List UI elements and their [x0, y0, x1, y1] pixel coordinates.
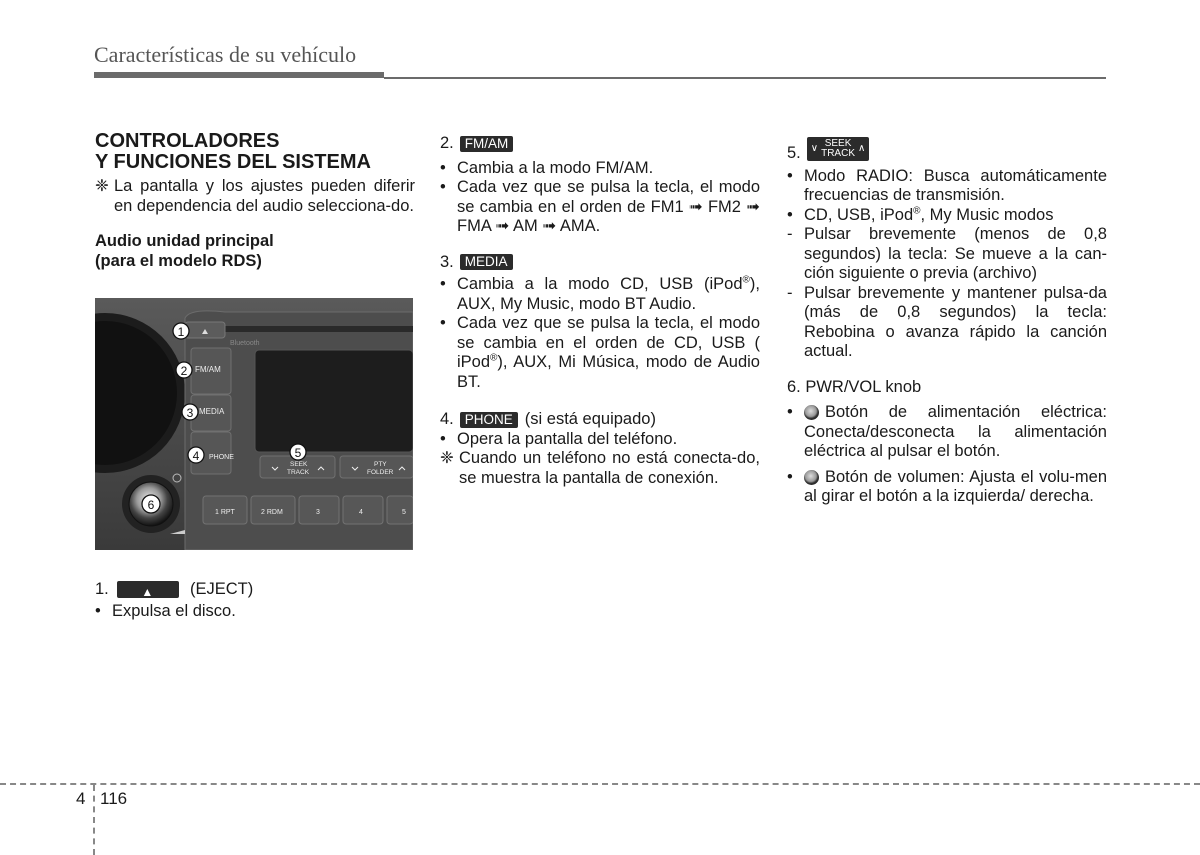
callout-1	[173, 323, 189, 339]
pty-label: PTY	[374, 461, 387, 468]
item-5-dash-1: Pulsar brevemente (menos de 0,8 segundos) la tecla: Se mueve a la can-ción siguiente o previa (archivo)	[804, 225, 1107, 282]
page-header-title: Características de su vehículo	[94, 42, 357, 67]
volume-knob-icon	[804, 470, 819, 485]
preset-5-label: 5	[402, 509, 406, 516]
note-text: La pantalla y los ajustes pueden diferir en dependencia del audio selecciona-do.	[114, 177, 415, 215]
eject-item-label: (EJECT)	[189, 580, 254, 598]
item-2-title	[440, 134, 760, 154]
svg-text:1: 1	[177, 325, 185, 339]
item-4-number: 4.	[440, 410, 454, 428]
svg-text:6: 6	[147, 498, 155, 512]
eject-bullet: Expulsa el disco.	[112, 602, 236, 620]
item-4-bullet-1: Opera la pantalla del teléfono.	[457, 429, 678, 448]
cd-slot	[220, 326, 413, 332]
item-3-bullet-2: Cada vez que se pulsa la tecla, el modo se cambia en el orden de CD, USB ( iPod®), AUX, Mi Música, modo de Audio BT.	[457, 314, 760, 391]
column-1	[95, 131, 415, 271]
item-4-title	[440, 410, 760, 430]
eject-icon: ▲	[117, 581, 179, 598]
bullet-mark: •	[95, 602, 101, 620]
phone-key-badge: PHONE	[460, 412, 518, 428]
chevron-down-icon: ∨	[810, 143, 819, 154]
preset-2-label: 2 RDM	[261, 509, 283, 516]
page-number: 116	[100, 789, 128, 808]
section-title-line2: Y FUNCIONES DEL SISTEMA	[95, 151, 371, 173]
item-5-bullet-2: CD, USB, iPod®, My Music modos	[804, 205, 1054, 224]
item-3-title	[440, 253, 760, 273]
preset-3-label: 3	[316, 509, 320, 516]
column-3: 5. ∨ SEEK TRACK ∧ • Modo RADIO: Busca automáticamente frecuencias de transmisión. • CD, USB, iPod®, My Music modos - Pulsar brevemente (menos de 0,8 segundos) la tecla: Se mueve a la can-ción siguiente o previa (archivo) - Pulsar brevemente y mantener pulsa-da (más de 0,8 segundos) la tecla: Rebobina o avanza rápido la canción actual. 6. PWR/VOL knob • Botón de alimentación eléctrica: Conecta/desconecta la alimentación eléctrica al pulsar el botón. • Botón de volumen: Ajusta el volu-men al girar el botón a la izquierda/ derecha.	[787, 134, 1107, 507]
item-2-bullet-1: Cambia a la modo FM/AM.	[457, 158, 654, 177]
svg-text:2: 2	[180, 364, 188, 378]
callout-4	[188, 447, 204, 463]
folder-label: FOLDER	[367, 469, 394, 476]
preset-4-label: 4	[359, 509, 363, 516]
media-key-badge: MEDIA	[460, 254, 513, 270]
item-2-number: 2.	[440, 134, 454, 152]
preset-4-button	[343, 496, 383, 524]
chapter-number: 4	[76, 789, 86, 808]
item-3-bullet-1: Cambia a la modo CD, USB (iPod®), AUX, My Music, modo BT Audio.	[457, 274, 760, 313]
callout-3	[182, 404, 198, 420]
note	[95, 177, 415, 216]
phone-button-label: PHONE	[209, 454, 234, 461]
footer-dashed-rule	[0, 783, 1200, 785]
svg-text:4: 4	[192, 449, 200, 463]
callout-6	[142, 495, 160, 513]
media-button-label: MEDIA	[199, 407, 225, 416]
fmam-key-badge: FM/AM	[460, 136, 514, 152]
preset-1-label: 1 RPT	[215, 509, 235, 516]
chevron-up-icon: ∧	[858, 143, 866, 154]
svg-text:3: 3	[186, 406, 194, 420]
svg-text:5: 5	[294, 446, 302, 460]
item-3-number: 3.	[440, 252, 454, 271]
header-rule-thick	[94, 72, 384, 78]
fmam-button-label: FM/AM	[195, 365, 221, 374]
item-5-dash-2: Pulsar brevemente y mantener pulsa-da (más de 0,8 segundos) la tecla: Rebobina o avanza rápido la canción actual.	[804, 283, 1107, 360]
eject-item-number: 1.	[95, 580, 109, 598]
subhead-line1: Audio unidad principal	[95, 232, 274, 250]
footer-vertical-dashed-rule	[93, 785, 95, 855]
power-knob-icon	[804, 405, 819, 420]
item-6-bullet-2: Botón de volumen: Ajusta el volu-men al girar el botón a la izquierda/ derecha.	[804, 467, 1107, 505]
track-label: TRACK	[287, 469, 310, 476]
bluetooth-label: Bluetooth	[230, 340, 260, 347]
item-5-bullet-1: Modo RADIO: Busca automáticamente frecuencias de transmisión.	[804, 166, 1107, 204]
eject-item	[95, 579, 253, 621]
item-5-number: 5.	[787, 144, 801, 162]
seek-label: SEEK	[290, 461, 308, 468]
header-rule-thin	[384, 77, 1106, 79]
callout-2	[176, 362, 192, 378]
callout-5	[290, 444, 306, 460]
display-screen	[255, 350, 413, 452]
column-2: 2. FM/AM • Cambia a la modo FM/AM. • Cada vez que se pulsa la tecla, el modo se cambia en el orden de FM1 ➟ FM2 ➟ FMA ➟ AM ➟ AMA. 3. MEDIA • Cambia a la modo CD, USB (iPod®), AUX, My Music, modo BT Audio. • Cada vez que se pulsa la tecla, el modo se cambia en el orden de CD, USB ( iPod®), AUX, Mi Música, modo de Audio BT. 4. PHONE (si está equipado) • Opera la pantalla del teléfono. ❈ Cuando un teléfono no está conecta-do, se muestra la pantalla de conexión.	[440, 134, 760, 487]
note-mark: ❈	[95, 177, 109, 195]
item-6-bullet-1: Botón de alimentación eléctrica: Conecta/desconecta la alimentación eléctrica al pulsar el botón.	[804, 403, 1107, 460]
item-4-suffix: (si está equipado)	[524, 410, 656, 428]
section-title-line1: CONTROLADORES	[95, 130, 280, 152]
subhead	[95, 232, 415, 271]
seek-track-key-badge: ∨ SEEK TRACK ∧	[807, 137, 870, 161]
item-6-title: 6. PWR/VOL knob	[787, 377, 922, 396]
item-5-title	[787, 134, 1107, 164]
preset-5-button	[387, 496, 413, 524]
subhead-line2: (para el modelo RDS)	[95, 251, 262, 270]
item-4-note: Cuando un teléfono no está conecta-do, se muestra la pantalla de conexión.	[459, 449, 760, 487]
radio-head-unit-illustration	[95, 298, 413, 550]
item-2-bullet-2: Cada vez que se pulsa la tecla, el modo se cambia en el orden de FM1 ➟ FM2 ➟ FMA ➟ AM ➟ AMA.	[457, 178, 760, 235]
